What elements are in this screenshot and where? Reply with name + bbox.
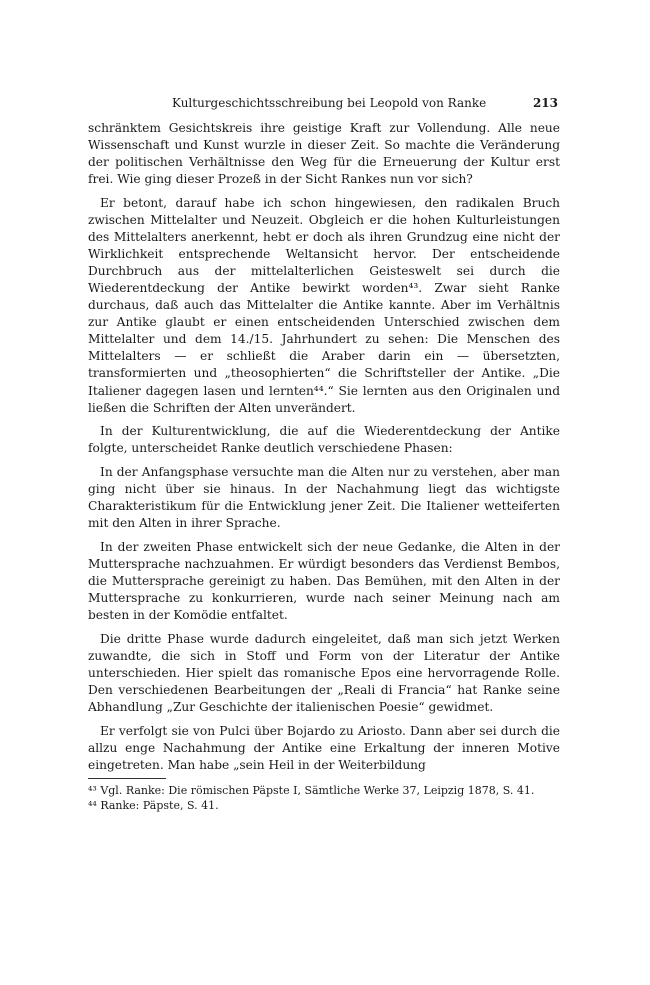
footnote: ⁴³ Vgl. Ranke: Die römischen Päpste I, Sämtliche Werke 37, Leipzig 1878, S. 41. [88, 784, 535, 798]
paragraph: schränktem Gesichtskreis ihre geistige Kraft zur Vollendung. Alle neue Wissenschaft und Kunst wurzle in dieser Zeit. So machte die Veränderung der politischen Verhältnisse den Weg für die Erneuerung der Kultur erst frei. Wie ging dieser Prozeß in der Sicht Rankes nun vor sich? [88, 121, 560, 187]
paragraph: In der Kulturentwicklung, die auf die Wiederentdeckung der Antike folgte, unterscheidet Ranke deutlich verschiedene Phasen: [88, 424, 560, 456]
footnote: ⁴⁴ Ranke: Päpste, S. 41. [88, 799, 219, 813]
paragraph: Die dritte Phase wurde dadurch eingeleitet, daß man sich jetzt Werken zuwandte, die sich in Stoff und Form von der Literatur der Antike unterschieden. Hier spielt das romanische Epos eine hervorragende Rolle. Den verschiedenen Bearbeitungen der „Reali di Francia“ hat Ranke seine Abhandlung „Zur Geschichte der italienischen Poesie“ gewidmet. [88, 632, 560, 715]
running-title: Kulturgeschichtsschreibung bei Leopold von Ranke [172, 96, 487, 110]
paragraph: In der Anfangsphase versuchte man die Alten nur zu verstehen, aber man ging nicht über sie hinaus. In der Nachahmung liegt das wichtigste Charakteristikum für die Entwicklung jener Zeit. Die Italiener wetteiferten mit den Alten in ihrer Sprache. [88, 465, 560, 531]
paragraph: Er verfolgt sie von Pulci über Bojardo zu Ariosto. Dann aber sei durch die allzu enge Nachahmung der Antike eine Erkaltung der inneren Motive eingetreten. Man habe „sein Heil in der Weiterbildung [88, 724, 560, 773]
book-page [88, 90, 560, 813]
footnote-divider [88, 778, 166, 779]
footnotes [88, 783, 560, 813]
body-text [88, 120, 560, 774]
page-header [88, 90, 560, 112]
paragraph: In der zweiten Phase entwickelt sich der neue Gedanke, die Alten in der Muttersprache nachzuahmen. Er würdigt besonders das Verdienst Bembos, die Muttersprache gereinigt zu haben. Das Bemühen, mit den Alten in der Muttersprache zu konkurrieren, wurde nach seiner Meinung nach am besten in der Komödie entfaltet. [88, 540, 560, 623]
paragraph: Er betont, darauf habe ich schon hingewiesen, den radikalen Bruch zwischen Mittelalter und Neuzeit. Obgleich er die hohen Kulturleistungen des Mittelalters anerkennt, hebt er doch als ihren Grundzug eine nicht der Wirklichkeit entsprechende Weltansicht hervor. Der entscheidende Durchbruch aus der mittelalterlichen Geisteswelt sei durch die Wiederentdeckung der Antike bewirkt worden⁴³. Zwar sieht Ranke durchaus, daß auch das Mittelalter die Antike kannte. Aber im Verhältnis zur Antike glaubt er einen entscheidenden Unterschied zwischen dem Mittelalter und dem 14./15. Jahrhundert zu sehen: Die Menschen des Mittelalters — er schließt die Araber darin ein — übersetzten, transformierten und „theosophierten“ die Schriftsteller der Antike. „Die Italiener dagegen lasen und lernten⁴⁴.“ Sie lernten aus den Originalen und ließen die Schriften der Alten unverändert. [88, 195, 560, 415]
page-number: 213 [532, 96, 558, 110]
